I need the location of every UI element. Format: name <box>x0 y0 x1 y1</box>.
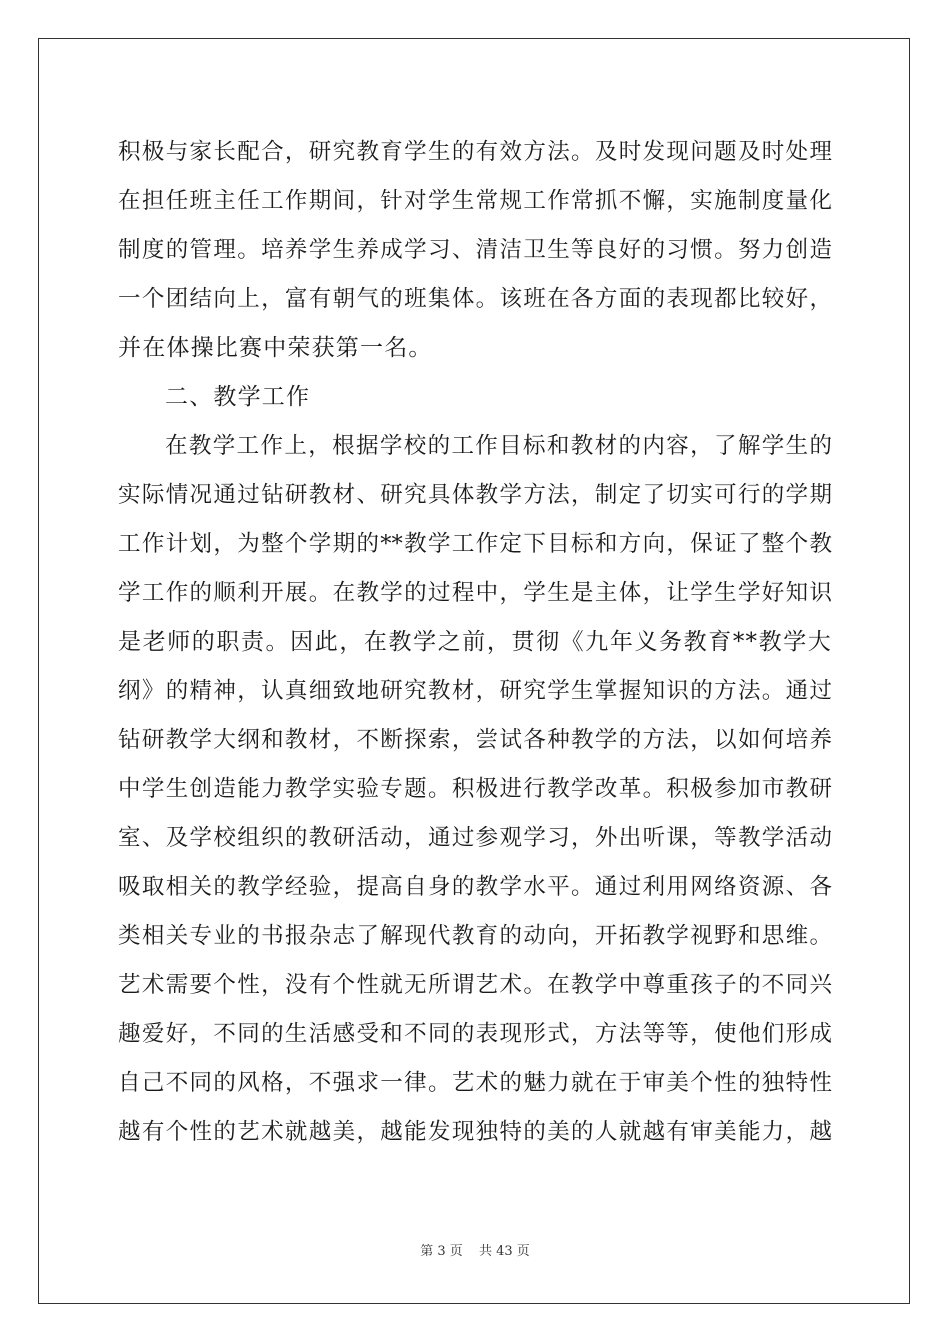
text-line: 类相关专业的书报杂志了解现代教育的动向，开拓教学视野和思维。 <box>118 923 832 949</box>
text-line: 趣爱好，不同的生活感受和不同的表现形式，方法等等，使他们形成 <box>118 1021 832 1047</box>
text-line: 是老师的职责。因此，在教学之前，贯彻《九年义务教育**教学大 <box>118 629 832 655</box>
text-line: 制度的管理。培养学生养成学习、清洁卫生等良好的习惯。努力创造 <box>118 237 832 263</box>
text-line: 中学生创造能力教学实验专题。积极进行教学改革。积极参加市教研 <box>118 776 832 802</box>
document-body <box>118 128 832 1157</box>
text-line: 纲》的精神，认真细致地研究教材，研究学生掌握知识的方法。通过 <box>118 678 832 704</box>
text-line: 自己不同的风格，不强求一律。艺术的魅力就在于审美个性的独特性 <box>118 1070 832 1096</box>
page-number: 第 3 页 <box>420 1244 463 1259</box>
text-line: 室、及学校组织的教研活动，通过参观学习，外出听课，等教学活动 <box>118 825 832 851</box>
text-line: 在教学工作上，根据学校的工作目标和教材的内容，了解学生的 <box>165 433 832 459</box>
text-line: 工作计划，为整个学期的**教学工作定下目标和方向，保证了整个教 <box>118 531 832 557</box>
text-line: 吸取相关的教学经验，提高自身的教学水平。通过利用网络资源、各 <box>118 874 832 900</box>
text-line: 钻研教学大纲和教材，不断探索，尝试各种教学的方法，以如何培养 <box>118 727 832 753</box>
text-line: 艺术需要个性，没有个性就无所谓艺术。在教学中尊重孩子的不同兴 <box>118 972 832 998</box>
text-line: 积极与家长配合，研究教育学生的有效方法。及时发现问题及时处理 <box>118 139 832 165</box>
text-line: 并在体操比赛中荣获第一名。 <box>118 335 433 361</box>
text-line: 一个团结向上，富有朝气的班集体。该班在各方面的表现都比较好， <box>118 286 832 312</box>
section-heading: 二、教学工作 <box>165 384 311 410</box>
text-line: 实际情况通过钻研教材、研究具体教学方法，制定了切实可行的学期 <box>118 482 832 508</box>
page-footer <box>0 1240 950 1259</box>
text-line: 越有个性的艺术就越美，越能发现独特的美的人就越有审美能力，越 <box>118 1119 832 1145</box>
page-total: 共 43 页 <box>478 1244 530 1259</box>
text-line: 在担任班主任工作期间，针对学生常规工作常抓不懈，实施制度量化 <box>118 188 832 214</box>
text-line: 学工作的顺利开展。在教学的过程中，学生是主体，让学生学好知识 <box>118 580 832 606</box>
